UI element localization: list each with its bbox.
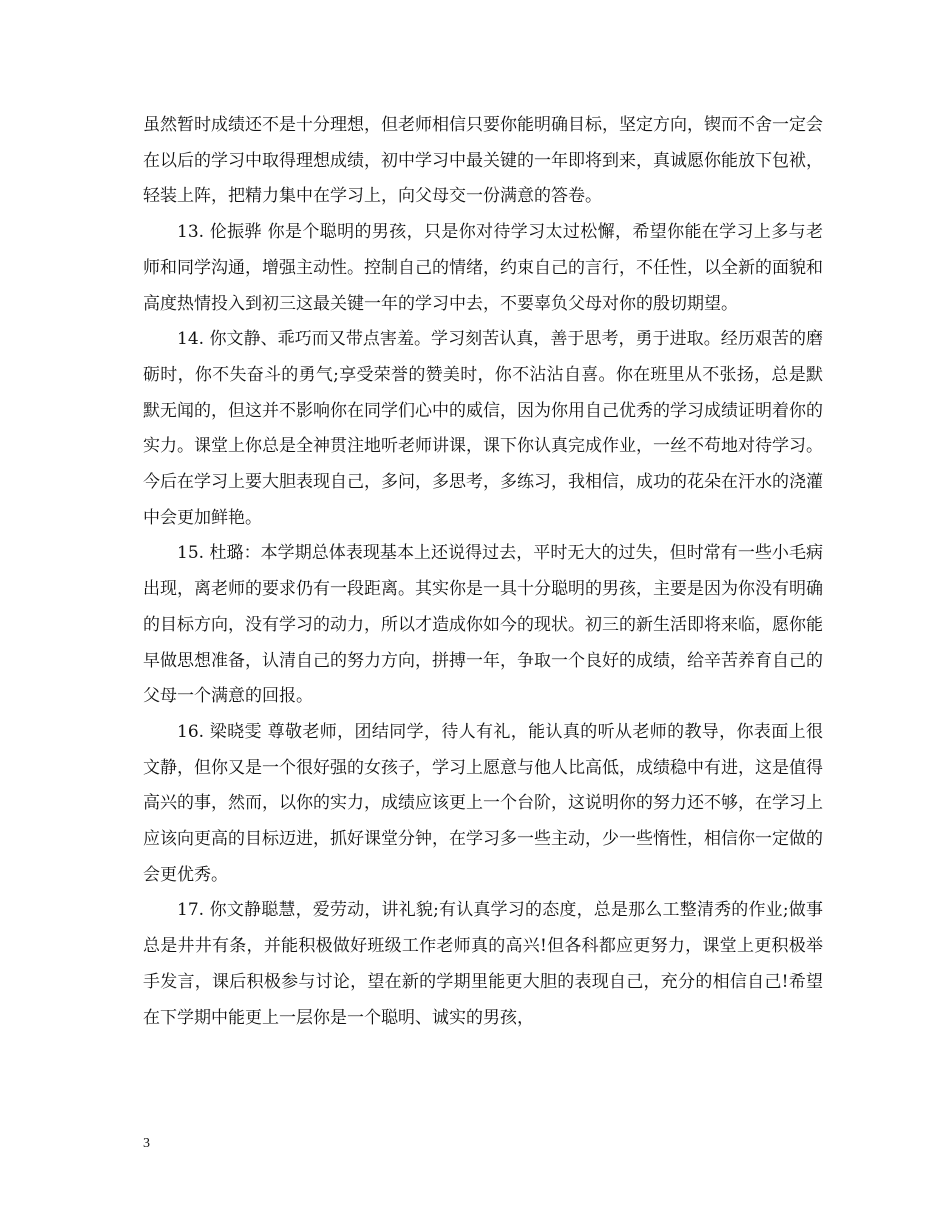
paragraph-continuation: 虽然暂时成绩还不是十分理想，但老师相信只要你能明确目标，坚定方向，锲而不舍一定会在以后的学习中取得理想成绩，初中学习中最关键的一年即将到来，真诚愿你能放下包袱，轻装上阵，把精力集中在学习上，向父母交一份满意的答卷。 [143, 115, 823, 207]
document-body [143, 108, 823, 1036]
paragraph-comment-16: 16. 梁晓雯 尊敬老师，团结同学，待人有礼，能认真的听从老师的教导，你表面上很文静，但你又是一个很好强的女孩子，学习上愿意与他人比高低，成绩稳中有进，这是值得高兴的事，然而，以你的实力，成绩应该更上一个台阶，这说明你的努力还不够，在学习上应该向更高的目标迈进，抓好课堂分钟，在学习多一些主动，少一些惰性，相信你一定做的会更优秀。 [143, 721, 823, 885]
paragraph-comment-15: 15. 杜璐：本学期总体表现基本上还说得过去，平时无大的过失，但时常有一些小毛病出现，离老师的要求仍有一段距离。其实你是一具十分聪明的男孩，主要是因为你没有明确的目标方向，没有学习的动力，所以才造成你如今的现状。初三的新生活即将来临，愿你能早做思想准备，认清自己的努力方向，拼搏一年，争取一个良好的成绩，给辛苦养育自己的父母一个满意的回报。 [143, 543, 823, 707]
paragraph-comment-13: 13. 伦振骅 你是个聪明的男孩，只是你对待学习太过松懈，希望你能在学习上多与老师和同学沟通，增强主动性。控制自己的情绪，约束自己的言行，不任性，以全新的面貌和高度热情投入到初三这最关键一年的学习中去，不要辜负父母对你的殷切期望。 [143, 222, 823, 314]
paragraph-comment-14: 14. 你文静、乖巧而又带点害羞。学习刻苦认真，善于思考，勇于进取。经历艰苦的磨砺时，你不失奋斗的勇气;享受荣誉的赞美时，你不沾沾自喜。你在班里从不张扬，总是默默无闻的，但这并不影响你在同学们心中的威信，因为你用自己优秀的学习成绩证明着你的实力。课堂上你总是全神贯注地听老师讲课，课下你认真完成作业，一丝不苟地对待学习。今后在学习上要大胆表现自己，多问，多思考，多练习，我相信，成功的花朵在汗水的浇灌中会更加鲜艳。 [143, 329, 823, 528]
paragraph-comment-17: 17. 你文静聪慧，爱劳动，讲礼貌;有认真学习的态度，总是那么工整清秀的作业;做事总是井井有条，并能积极做好班级工作老师真的高兴!但各科都应更努力，课堂上更积极举手发言，课后积极参与讨论，望在新的学期里能更大胆的表现自己，充分的相信自己!希望在下学期中能更上一层你是一个聪明、诚实的男孩， [143, 900, 823, 1028]
page-number: 3 [143, 1136, 150, 1151]
